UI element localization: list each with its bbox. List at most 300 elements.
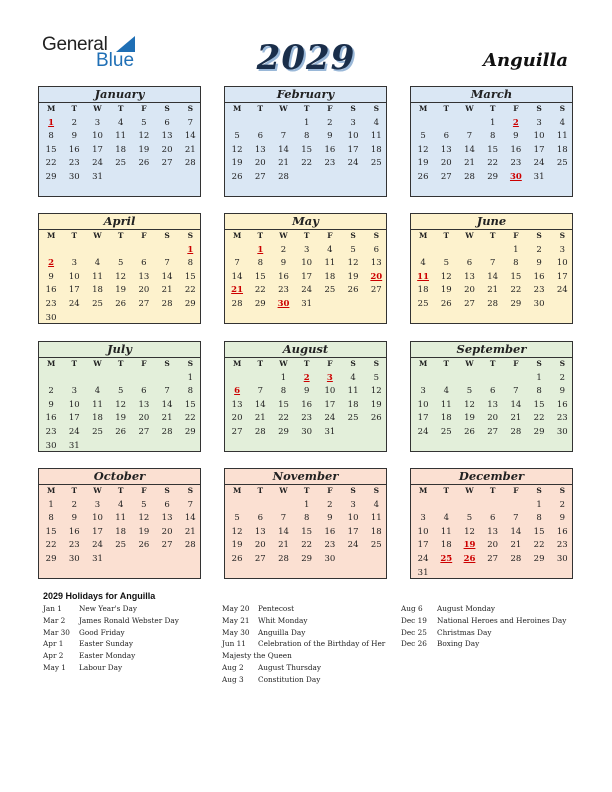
day-cell: 23: [278, 285, 289, 296]
month-november: [224, 468, 387, 579]
day-cell: 30: [324, 553, 336, 564]
day-header: S: [350, 486, 356, 495]
day-cell: 19: [370, 399, 382, 410]
day-cell: 26: [370, 413, 382, 424]
day-cell: 8: [536, 386, 542, 397]
day-cell: 10: [68, 399, 80, 410]
day-cell: 27: [254, 553, 266, 564]
day-cell: 26: [138, 158, 150, 169]
day-cell: 30: [68, 553, 80, 564]
day-header: F: [141, 104, 147, 113]
day-cell: 10: [324, 386, 336, 397]
day-cell: 6: [257, 131, 263, 142]
day-cell: 13: [161, 131, 173, 142]
day-cell: 24: [92, 158, 103, 169]
day-cell: 9: [48, 271, 54, 282]
day-cell: 19: [231, 540, 243, 551]
day-cell: 4: [117, 499, 124, 510]
holiday-name: Majesty the Queen: [222, 651, 292, 661]
day-header: T: [489, 486, 496, 495]
day-cell: 23: [45, 426, 57, 437]
day-header: W: [279, 104, 288, 113]
day-header: W: [279, 231, 288, 240]
day-cell: 30: [533, 298, 545, 309]
day-cell: 3: [350, 499, 356, 510]
day-cell: 3: [420, 513, 426, 524]
day-header: S: [559, 231, 565, 240]
holiday-date-label: May 20: [222, 604, 250, 613]
day-cell: 11: [556, 131, 568, 142]
day-cell: 2: [327, 499, 333, 510]
day-cell: 8: [303, 513, 310, 524]
day-cell: 31: [92, 171, 103, 182]
day-cell: 4: [443, 513, 449, 524]
day-cell: 12: [115, 271, 127, 282]
day-cell: 12: [138, 513, 150, 524]
day-cell: 18: [556, 144, 568, 155]
day-cell: 16: [324, 144, 336, 155]
month-title: February: [225, 87, 386, 103]
day-header: W: [93, 231, 102, 240]
day-cell: 3: [559, 244, 565, 255]
day-cell: 9: [327, 513, 333, 524]
holiday-date: 1: [187, 244, 194, 255]
day-header: M: [46, 231, 56, 240]
day-cell: 23: [324, 158, 336, 169]
day-cell: 13: [138, 399, 150, 410]
day-cell: 28: [184, 158, 196, 169]
day-cell: 6: [373, 244, 379, 255]
day-cell: 25: [417, 298, 429, 309]
day-header: F: [141, 359, 147, 368]
day-cell: 16: [556, 399, 568, 410]
day-cell: 25: [115, 540, 127, 551]
month-title: July: [39, 342, 200, 358]
day-header: F: [141, 486, 147, 495]
day-cell: 15: [301, 526, 313, 537]
day-header: M: [46, 359, 56, 368]
holiday-row: [222, 651, 292, 661]
day-cell: 24: [347, 158, 359, 169]
day-cell: 2: [280, 244, 287, 255]
day-header: T: [117, 104, 124, 113]
day-cell: 23: [45, 298, 57, 309]
country-name: Anguilla: [483, 50, 568, 71]
day-cell: 8: [303, 131, 310, 142]
day-cell: 9: [559, 386, 565, 397]
day-header: M: [232, 486, 242, 495]
day-cell: 1: [489, 117, 496, 128]
day-cell: 5: [234, 131, 240, 142]
day-cell: 19: [347, 271, 359, 282]
day-header: M: [232, 359, 242, 368]
day-cell: 5: [141, 117, 147, 128]
holiday-row: [222, 639, 385, 649]
holiday-date-label: Dec 25: [401, 627, 427, 637]
day-cell: 11: [440, 526, 452, 537]
day-cell: 23: [324, 540, 336, 551]
month-june: [410, 213, 573, 324]
day-header: M: [46, 104, 56, 113]
day-cell: 16: [68, 526, 80, 537]
month-july: [38, 341, 201, 452]
day-header: S: [536, 231, 542, 240]
day-cell: 12: [138, 131, 150, 142]
day-cell: 26: [115, 298, 127, 309]
day-header: T: [443, 486, 450, 495]
holiday-row: [43, 628, 125, 638]
day-cell: 3: [536, 117, 542, 128]
day-cell: 13: [464, 271, 475, 282]
day-cell: 7: [280, 131, 287, 142]
holiday-date: 3: [326, 372, 333, 383]
day-cell: 11: [115, 131, 127, 142]
day-header: T: [489, 359, 496, 368]
day-cell: 27: [254, 171, 266, 182]
day-cell: 17: [556, 271, 568, 282]
day-cell: 20: [440, 158, 452, 169]
holiday-date-label: Mar 2: [43, 615, 66, 625]
day-header: W: [465, 359, 474, 368]
day-cell: 18: [92, 413, 103, 424]
day-cell: 23: [510, 158, 522, 169]
day-cell: 25: [324, 285, 336, 296]
day-cell: 20: [487, 540, 499, 551]
day-cell: 27: [464, 298, 475, 309]
day-cell: 14: [278, 144, 289, 155]
day-cell: 6: [141, 386, 147, 397]
holiday-row: [222, 663, 321, 673]
day-cell: 8: [187, 386, 193, 397]
month-september: [410, 341, 573, 452]
logo-blue-text: Blue: [96, 50, 135, 71]
day-cell: 28: [278, 171, 289, 182]
day-cell: 27: [487, 553, 499, 564]
day-cell: 17: [68, 413, 80, 424]
day-header: F: [513, 104, 519, 113]
day-cell: 18: [115, 526, 127, 537]
day-cell: 1: [48, 499, 54, 510]
month-october: [38, 468, 201, 579]
day-cell: 13: [231, 399, 243, 410]
day-cell: 15: [184, 399, 196, 410]
day-cell: 9: [513, 131, 519, 142]
day-cell: 1: [536, 499, 542, 510]
day-header: T: [303, 359, 310, 368]
day-header: F: [513, 486, 519, 495]
day-header: M: [418, 486, 428, 495]
day-cell: 29: [510, 298, 522, 309]
day-cell: 1: [513, 244, 519, 255]
day-cell: 20: [138, 285, 150, 296]
day-cell: 3: [420, 386, 426, 397]
month-title: June: [411, 214, 572, 230]
day-cell: 10: [347, 513, 359, 524]
day-cell: 10: [533, 131, 545, 142]
day-cell: 2: [71, 499, 77, 510]
day-cell: 25: [370, 158, 382, 169]
day-cell: 4: [94, 386, 101, 397]
day-cell: 11: [324, 258, 336, 269]
day-cell: 7: [489, 258, 496, 269]
day-cell: 22: [487, 158, 499, 169]
holiday-date: 19: [463, 540, 476, 551]
day-cell: 26: [231, 553, 243, 564]
day-cell: 29: [487, 171, 499, 182]
day-cell: 28: [510, 553, 522, 564]
day-cell: 16: [45, 413, 57, 424]
day-cell: 13: [138, 271, 150, 282]
day-cell: 21: [254, 413, 266, 424]
day-header: W: [93, 104, 102, 113]
holiday-name: Easter Sunday: [79, 639, 134, 649]
holiday-row: [401, 604, 495, 614]
day-cell: 21: [161, 285, 173, 296]
day-cell: 23: [556, 540, 568, 551]
day-cell: 17: [92, 144, 103, 155]
day-cell: 27: [440, 171, 452, 182]
day-header: S: [373, 104, 379, 113]
day-header: M: [232, 104, 242, 113]
month-august: [224, 341, 387, 452]
day-cell: 25: [440, 426, 452, 437]
day-cell: 27: [161, 158, 173, 169]
holiday-date: 21: [231, 285, 244, 296]
day-header: S: [350, 359, 356, 368]
day-cell: 15: [45, 526, 57, 537]
calendar-year: 2029: [256, 38, 356, 78]
day-cell: 28: [487, 298, 499, 309]
day-cell: 4: [373, 499, 379, 510]
day-cell: 23: [556, 413, 568, 424]
holiday-date: 1: [257, 244, 264, 255]
day-cell: 9: [327, 131, 333, 142]
holiday-name: Celebration of the Birthday of Her: [258, 639, 386, 649]
month-may: [224, 213, 387, 324]
day-cell: 19: [417, 158, 429, 169]
day-header: T: [117, 486, 124, 495]
day-cell: 17: [301, 271, 313, 282]
month-january: [38, 86, 201, 197]
day-cell: 6: [164, 499, 170, 510]
day-cell: 7: [513, 513, 519, 524]
day-cell: 22: [533, 413, 545, 424]
day-cell: 8: [280, 386, 287, 397]
holiday-date-label: Aug 3: [222, 674, 244, 684]
day-cell: 22: [533, 540, 545, 551]
holiday-row: [222, 675, 320, 685]
day-cell: 28: [161, 426, 173, 437]
day-cell: 28: [510, 426, 522, 437]
day-cell: 13: [487, 526, 499, 537]
day-cell: 29: [301, 553, 313, 564]
day-cell: 29: [45, 171, 57, 182]
holiday-date-label: May 1: [43, 663, 66, 672]
logo-general-text: General: [42, 34, 108, 55]
day-cell: 9: [48, 399, 54, 410]
day-header: T: [303, 231, 310, 240]
day-header: W: [279, 486, 288, 495]
day-cell: 19: [138, 526, 150, 537]
day-cell: 5: [373, 372, 379, 383]
day-cell: 7: [466, 131, 473, 142]
day-cell: 22: [510, 285, 522, 296]
day-cell: 7: [234, 258, 240, 269]
day-cell: 2: [327, 117, 333, 128]
day-cell: 14: [231, 271, 243, 282]
day-cell: 4: [373, 117, 379, 128]
day-header: M: [418, 104, 428, 113]
holiday-name: Boxing Day: [437, 639, 480, 649]
holiday-name: Whit Monday: [258, 615, 308, 625]
day-header: M: [418, 231, 428, 240]
day-header: F: [141, 231, 147, 240]
holiday-date: 30: [509, 171, 522, 182]
day-cell: 26: [231, 171, 243, 182]
day-header: S: [350, 231, 356, 240]
day-cell: 26: [440, 298, 452, 309]
day-cell: 28: [184, 540, 196, 551]
holiday-row: [43, 604, 137, 614]
day-cell: 7: [164, 386, 170, 397]
day-cell: 28: [254, 426, 266, 437]
day-header: S: [164, 486, 170, 495]
day-cell: 1: [280, 372, 287, 383]
month-march: [410, 86, 573, 197]
day-cell: 13: [161, 513, 173, 524]
day-cell: 11: [115, 513, 127, 524]
month-december: [410, 468, 573, 579]
day-cell: 10: [68, 271, 80, 282]
holiday-date: 30: [277, 298, 290, 309]
holiday-date-label: Jun 11: [222, 639, 246, 649]
day-cell: 28: [161, 298, 173, 309]
day-cell: 1: [187, 372, 193, 383]
day-cell: 21: [184, 144, 196, 155]
day-cell: 7: [513, 386, 519, 397]
month-title: September: [411, 342, 572, 358]
month-title: October: [39, 469, 200, 485]
day-cell: 24: [324, 413, 336, 424]
day-cell: 27: [161, 540, 173, 551]
holiday-name: Good Friday: [79, 627, 125, 637]
day-cell: 26: [464, 426, 475, 437]
day-header: S: [187, 231, 193, 240]
day-cell: 23: [301, 413, 313, 424]
day-cell: 14: [184, 513, 196, 524]
day-cell: 2: [71, 117, 77, 128]
holiday-date: 20: [370, 271, 383, 282]
day-cell: 29: [533, 426, 545, 437]
day-cell: 21: [278, 540, 289, 551]
holiday-row: [43, 651, 135, 661]
day-cell: 4: [327, 244, 333, 255]
day-cell: 1: [303, 117, 310, 128]
day-cell: 21: [510, 540, 522, 551]
day-header: S: [187, 359, 193, 368]
day-cell: 29: [45, 553, 57, 564]
day-cell: 9: [559, 513, 565, 524]
day-header: F: [327, 104, 333, 113]
day-cell: 19: [231, 158, 243, 169]
day-cell: 17: [68, 285, 80, 296]
day-cell: 6: [466, 258, 473, 269]
day-cell: 20: [464, 285, 475, 296]
holiday-name: Easter Monday: [79, 651, 136, 661]
holiday-row: [222, 616, 308, 626]
day-cell: 26: [138, 540, 150, 551]
holiday-date-label: Mar 30: [43, 627, 70, 637]
holiday-row: [222, 628, 305, 638]
day-header: S: [373, 359, 379, 368]
day-header: T: [71, 359, 78, 368]
day-cell: 28: [464, 171, 475, 182]
day-cell: 25: [556, 158, 568, 169]
day-cell: 31: [533, 171, 545, 182]
day-header: T: [257, 486, 264, 495]
holiday-row: [43, 639, 133, 649]
day-header: T: [443, 104, 450, 113]
day-cell: 9: [536, 258, 542, 269]
day-cell: 18: [417, 285, 429, 296]
day-cell: 8: [187, 258, 193, 269]
day-cell: 15: [301, 144, 313, 155]
holiday-name: New Year's Day: [79, 604, 138, 613]
day-cell: 16: [533, 271, 545, 282]
day-cell: 12: [231, 144, 243, 155]
day-cell: 1: [536, 372, 542, 383]
month-title: April: [39, 214, 200, 230]
holidays-title: 2029 Holidays for Anguilla: [43, 591, 156, 601]
day-header: W: [93, 486, 102, 495]
day-header: S: [164, 231, 170, 240]
day-header: T: [489, 104, 496, 113]
day-cell: 10: [92, 513, 103, 524]
day-cell: 10: [347, 131, 359, 142]
holiday-date-label: Apr 1: [43, 639, 64, 649]
day-header: T: [117, 231, 124, 240]
day-cell: 18: [440, 540, 452, 551]
day-header: S: [373, 486, 379, 495]
day-cell: 30: [556, 426, 568, 437]
day-cell: 15: [184, 271, 196, 282]
day-cell: 11: [92, 399, 103, 410]
day-cell: 18: [92, 285, 103, 296]
day-header: T: [303, 486, 310, 495]
day-cell: 9: [280, 258, 287, 269]
day-cell: 8: [48, 131, 54, 142]
day-cell: 24: [533, 158, 545, 169]
day-header: M: [232, 231, 242, 240]
day-cell: 5: [234, 513, 240, 524]
day-cell: 4: [443, 386, 449, 397]
day-cell: 9: [71, 131, 77, 142]
day-cell: 13: [440, 144, 452, 155]
day-header: S: [559, 104, 565, 113]
day-cell: 6: [489, 386, 496, 397]
day-cell: 27: [231, 426, 243, 437]
holiday-name: Anguilla Day: [258, 627, 306, 637]
day-cell: 27: [138, 426, 150, 437]
day-cell: 13: [370, 258, 382, 269]
day-cell: 25: [347, 413, 359, 424]
day-header: T: [443, 231, 450, 240]
day-cell: 20: [138, 413, 150, 424]
day-cell: 27: [370, 285, 382, 296]
day-cell: 24: [417, 553, 429, 564]
day-cell: 15: [510, 271, 522, 282]
day-cell: 18: [324, 271, 336, 282]
